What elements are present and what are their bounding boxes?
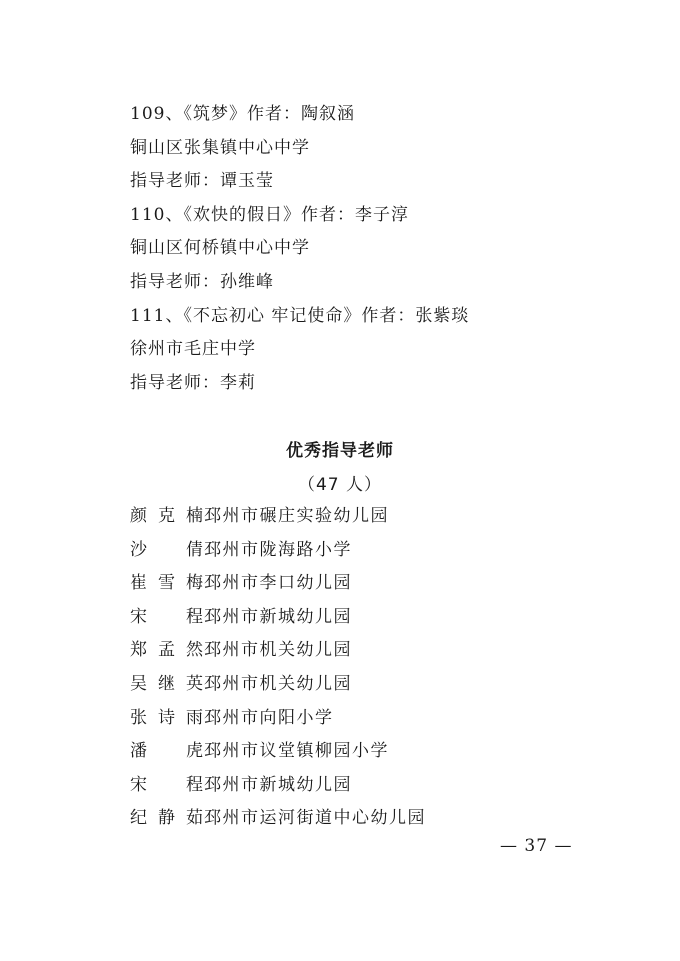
- entry-line: 指导老师：孙维峰: [130, 271, 274, 292]
- teacher-row: [130, 771, 570, 805]
- entry-line: 110、《欢快的假日》作者：李子淳: [130, 204, 409, 225]
- teacher-name: 张诗雨: [130, 707, 204, 728]
- teacher-school: 邳州市新城幼儿园: [204, 774, 352, 795]
- page-number: — 37 —: [500, 836, 573, 856]
- teacher-name: 潘 虎: [130, 741, 204, 762]
- teacher-school: 邳州市机关幼儿园: [204, 640, 352, 661]
- entry-line: 109、《筑梦》作者：陶叙涵: [130, 104, 355, 124]
- teacher-school: 邳州市陇海路小学: [204, 539, 352, 560]
- teacher-school: 邳州市运河街道中心幼儿园: [204, 808, 426, 829]
- teacher-row: [130, 670, 570, 704]
- teacher-name: 颜克楠: [130, 506, 204, 526]
- teacher-name: 沙 倩: [130, 539, 204, 560]
- teacher-row: [130, 603, 570, 637]
- entry-line: 徐州市毛庄中学: [130, 339, 256, 360]
- entry-line: 铜山区张集镇中心中学: [130, 137, 310, 158]
- teacher-school: 邳州市李口幼儿园: [204, 573, 352, 594]
- teacher-school: 邳州市机关幼儿园: [204, 673, 352, 694]
- teacher-name: 宋 程: [130, 774, 204, 795]
- teacher-school: 邳州市向阳小学: [204, 707, 334, 728]
- teacher-name: 宋 程: [130, 606, 204, 627]
- teacher-row: [130, 536, 570, 570]
- teacher-name: 纪静茹: [130, 808, 204, 829]
- section-title: 优秀指导老师: [286, 441, 394, 461]
- teacher-name: 崔雪梅: [130, 573, 204, 594]
- award-entries: [130, 100, 570, 402]
- teacher-row: [130, 804, 570, 838]
- teacher-list: [130, 502, 570, 838]
- teacher-row: [130, 704, 570, 738]
- entry-line: 指导老师：谭玉莹: [130, 171, 274, 192]
- entry-line: 111、《不忘初心 牢记使命》作者：张紫琰: [130, 305, 470, 326]
- teacher-school: 邳州市新城幼儿园: [204, 606, 352, 627]
- entry-line: 指导老师：李莉: [130, 372, 256, 393]
- teacher-school: 邳州市碾庄实验幼儿园: [204, 506, 389, 526]
- teacher-name: 郑孟然: [130, 640, 204, 661]
- teacher-row: [130, 569, 570, 603]
- entry-line: 铜山区何桥镇中心中学: [130, 238, 310, 259]
- teacher-school: 邳州市议堂镇柳园小学: [204, 741, 389, 762]
- section-count: （47 人）: [297, 475, 383, 495]
- teacher-row: [130, 737, 570, 771]
- teacher-name: 吴继英: [130, 673, 204, 694]
- teacher-row: [130, 636, 570, 670]
- teacher-row: [130, 502, 570, 536]
